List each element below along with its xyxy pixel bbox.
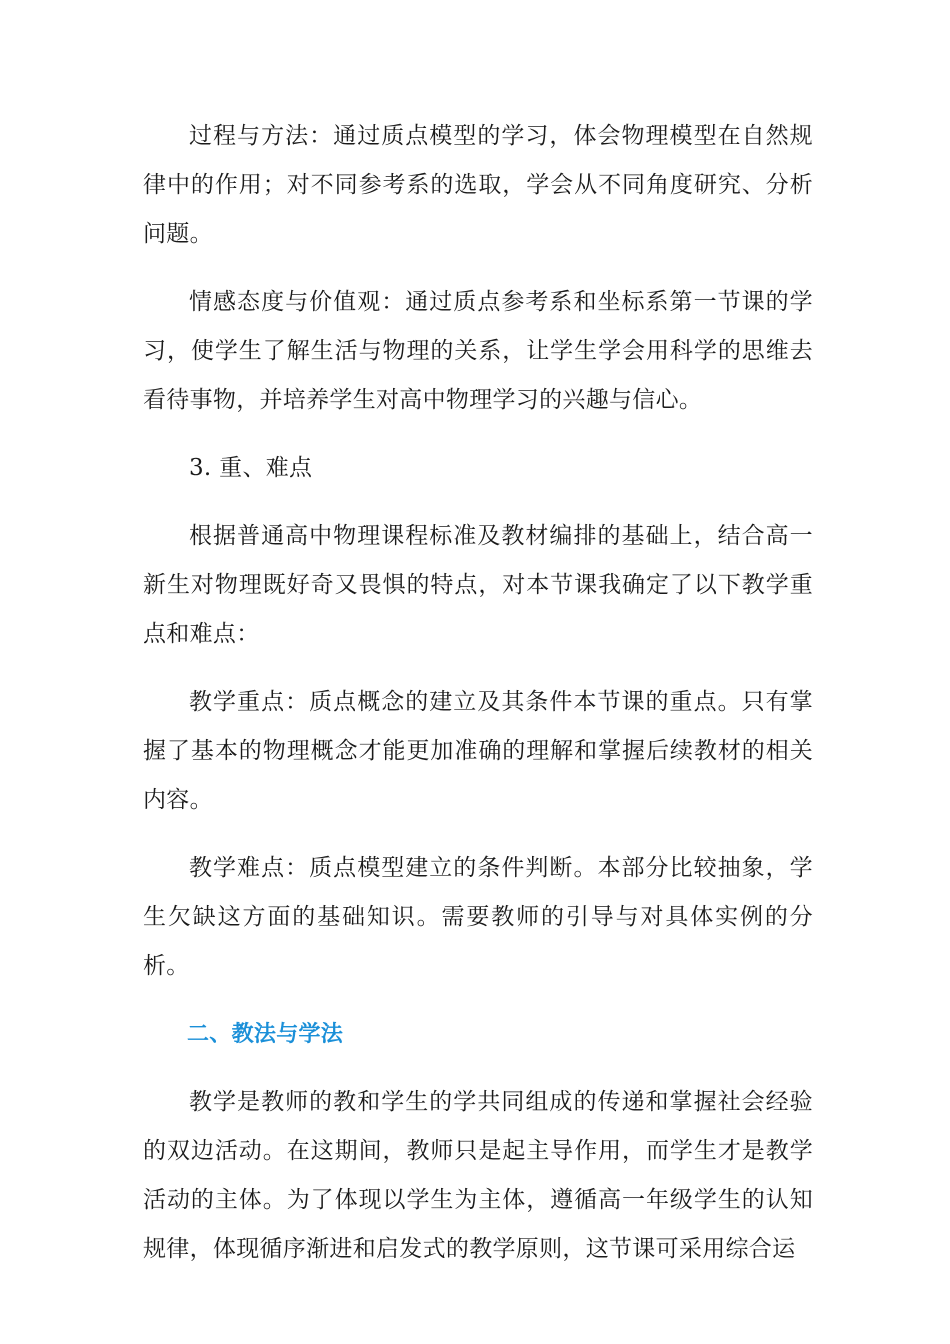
section-heading-teaching-methods: 二、教法与学法 [187, 1022, 344, 1047]
paragraph-teaching-methods: 教学是教师的教和学生的学共同组成的传递和掌握社会经验的双边活动。在这期间，教师只是起主导作用，而学生才是教学活动的主体。为了体现以学生为主体，遵循高一年级学生的认知规律，体现循序渐进和启发式的教学原则，这节课可采用综合运 [143, 1089, 813, 1262]
paragraph-difficult-point: 教学难点：质点模型建立的条件判断。本部分比较抽象，学生欠缺这方面的基础知识。需要教师的引导与对具体实例的分析。 [143, 855, 813, 979]
paragraph-emotion-values: 情感态度与价值观：通过质点参考系和坐标系第一节课的学习，使学生了解生活与物理的关系，让学生学会用科学的思维去看待事物，并培养学生对高中物理学习的兴趣与信心。 [143, 289, 813, 413]
document-body [143, 112, 813, 1293]
paragraph-basis: 根据普通高中物理课程标准及教材编排的基础上，结合高一新生对物理既好奇又畏惧的特点，对本节课我确定了以下教学重点和难点： [143, 523, 813, 647]
paragraph-key-point: 教学重点：质点概念的建立及其条件本节课的重点。只有掌握了基本的物理概念才能更加准确的理解和掌握后续教材的相关内容。 [143, 689, 813, 813]
section-key-difficult-points: 3. 重、难点 [189, 455, 313, 481]
paragraph-process-method: 过程与方法：通过质点模型的学习，体会物理模型在自然规律中的作用；对不同参考系的选取，学会从不同角度研究、分析问题。 [143, 123, 813, 247]
